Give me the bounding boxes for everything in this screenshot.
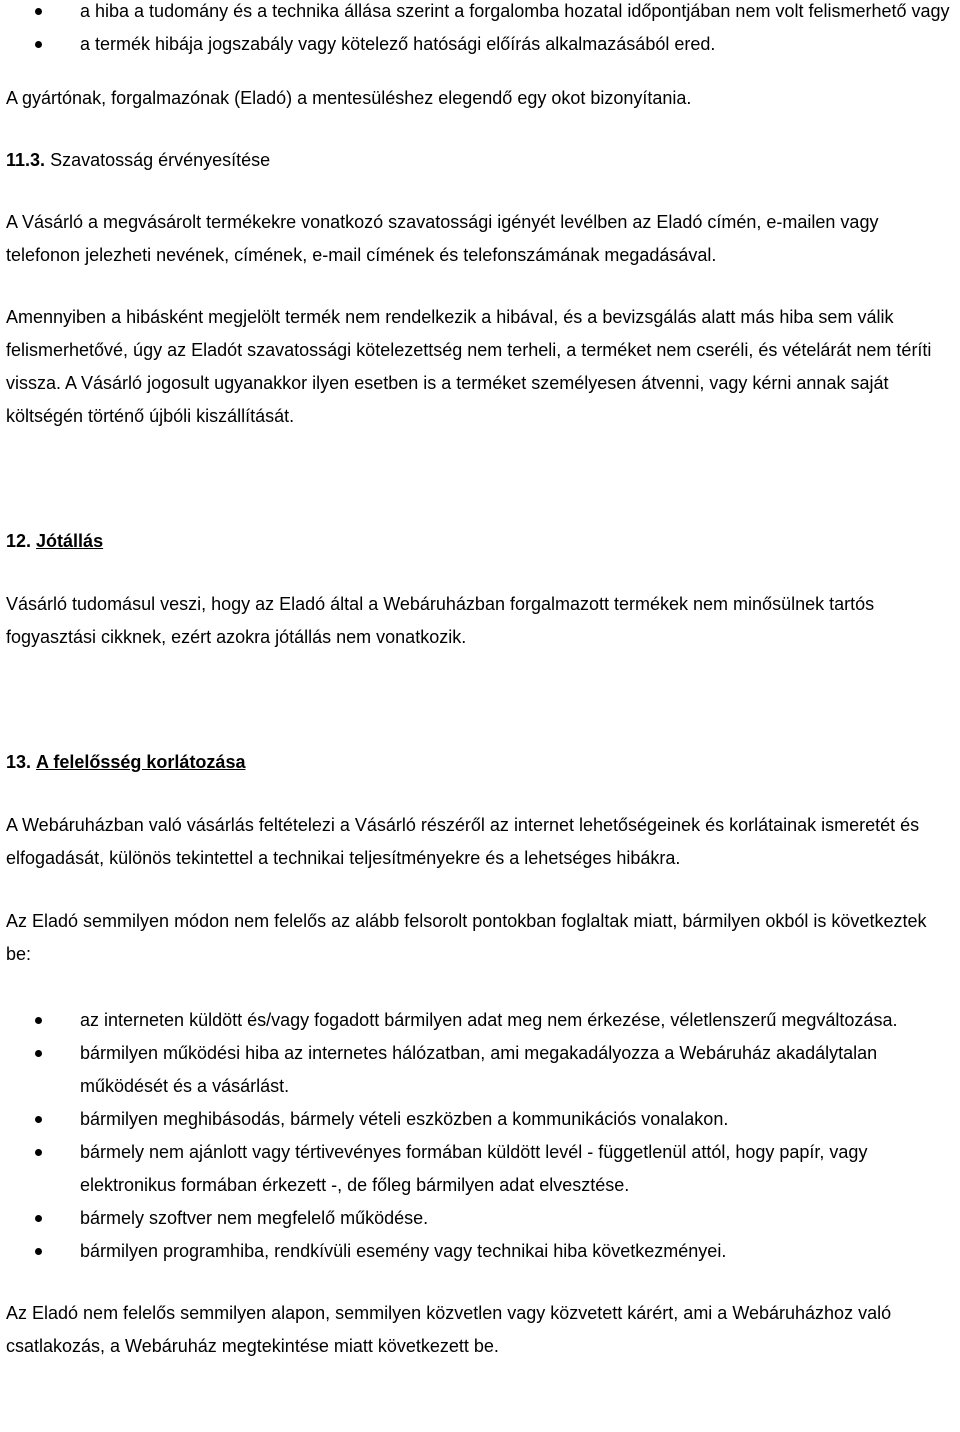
- list-item: a termék hibája jogszabály vagy kötelező hatósági előírás alkalmazásából ered.: [6, 28, 956, 61]
- section-title: Jótállás: [36, 531, 104, 551]
- section-12-paragraph-1: Vásárló tudomásul veszi, hogy az Eladó által a Webáruházban forgalmazott termékek nem minősülnek tartós fogyasztási cikknek, ezért azokra jótállás nem vonatkozik.: [6, 594, 875, 647]
- section-13-paragraph-3: Az Eladó nem felelős semmilyen alapon, semmilyen közvetlen vagy közvetett kárért, ami a Webáruházhoz való csatlakozás, a Webáruház megtekintése miatt következett be.: [6, 1303, 892, 1356]
- section-title: Szavatosság érvényesítése: [50, 150, 271, 170]
- list-item: az interneten küldött és/vagy fogadott bármilyen adat meg nem érkezése, véletlenszerű megváltozása.: [6, 1004, 956, 1037]
- intro-paragraph: A gyártónak, forgalmazónak (Eladó) a mentesüléshez elegendő egy okot bizonyítania.: [6, 88, 692, 108]
- section-13-paragraph-2: Az Eladó semmilyen módon nem felelős az alább felsorolt pontokban foglaltak miatt, bármilyen okból is következtek be:: [6, 911, 927, 964]
- list-item: bármely szoftver nem megfelelő működése.: [6, 1202, 956, 1235]
- section-12-heading: [6, 525, 956, 558]
- list-item: bármilyen meghibásodás, bármely vételi eszközben a kommunikációs vonalakon.: [6, 1103, 956, 1136]
- list-item: bármilyen működési hiba az internetes hálózatban, ami megakadályozza a Webáruház akadálytalan működését és a vásárlást.: [6, 1037, 956, 1103]
- document-page: [6, 0, 956, 1363]
- list-item: bármilyen programhiba, rendkívüli esemény vagy technikai hiba következményei.: [6, 1235, 956, 1268]
- section-number: 11.3.: [6, 150, 46, 170]
- section-11-3-heading: [6, 144, 956, 177]
- section-11-3-paragraph-1: A Vásárló a megvásárolt termékekre vonatkozó szavatossági igényét levélben az Eladó címén, e-mailen vagy telefonon jelezheti nevének, címének, e-mail címének és telefonszámának megadásával.: [6, 212, 879, 265]
- section-11-3-paragraph-2: Amennyiben a hibásként megjelölt termék nem rendelkezik a hibával, és a bevizsgálás alatt más hiba sem válik felismerhetővé, úgy az Eladót szavatossági kötelezettség nem terheli, a terméket nem cseréli, és vételárát nem téríti vissza. A Vásárló jogosult ugyanakkor ilyen esetben is a terméket személyesen átvenni, vagy kérni annak saját költségén történő újbóli kiszállítását.: [6, 307, 932, 426]
- section-number: 13.: [6, 752, 32, 772]
- section-13-heading: [6, 746, 956, 779]
- intro-bullet-list: [6, 0, 956, 61]
- liability-bullet-list: [6, 1004, 956, 1268]
- section-title: A felelősség korlátozása: [36, 752, 246, 772]
- list-item: a hiba a tudomány és a technika állása szerint a forgalomba hozatal időpontjában nem volt felismerhető vagy: [6, 0, 956, 28]
- section-number: 12.: [6, 531, 32, 551]
- list-item: bármely nem ajánlott vagy tértivevényes formában küldött levél - függetlenül attól, hogy papír, vagy elektronikus formában érkezett -, de főleg bármilyen adat elvesztése.: [6, 1136, 956, 1202]
- section-13-paragraph-1: A Webáruházban való vásárlás feltételezi a Vásárló részéről az internet lehetőségeinek és korlátainak ismeretét és elfogadását, különös tekintettel a technikai teljesítményekre és a lehetséges hibákra.: [6, 815, 920, 868]
